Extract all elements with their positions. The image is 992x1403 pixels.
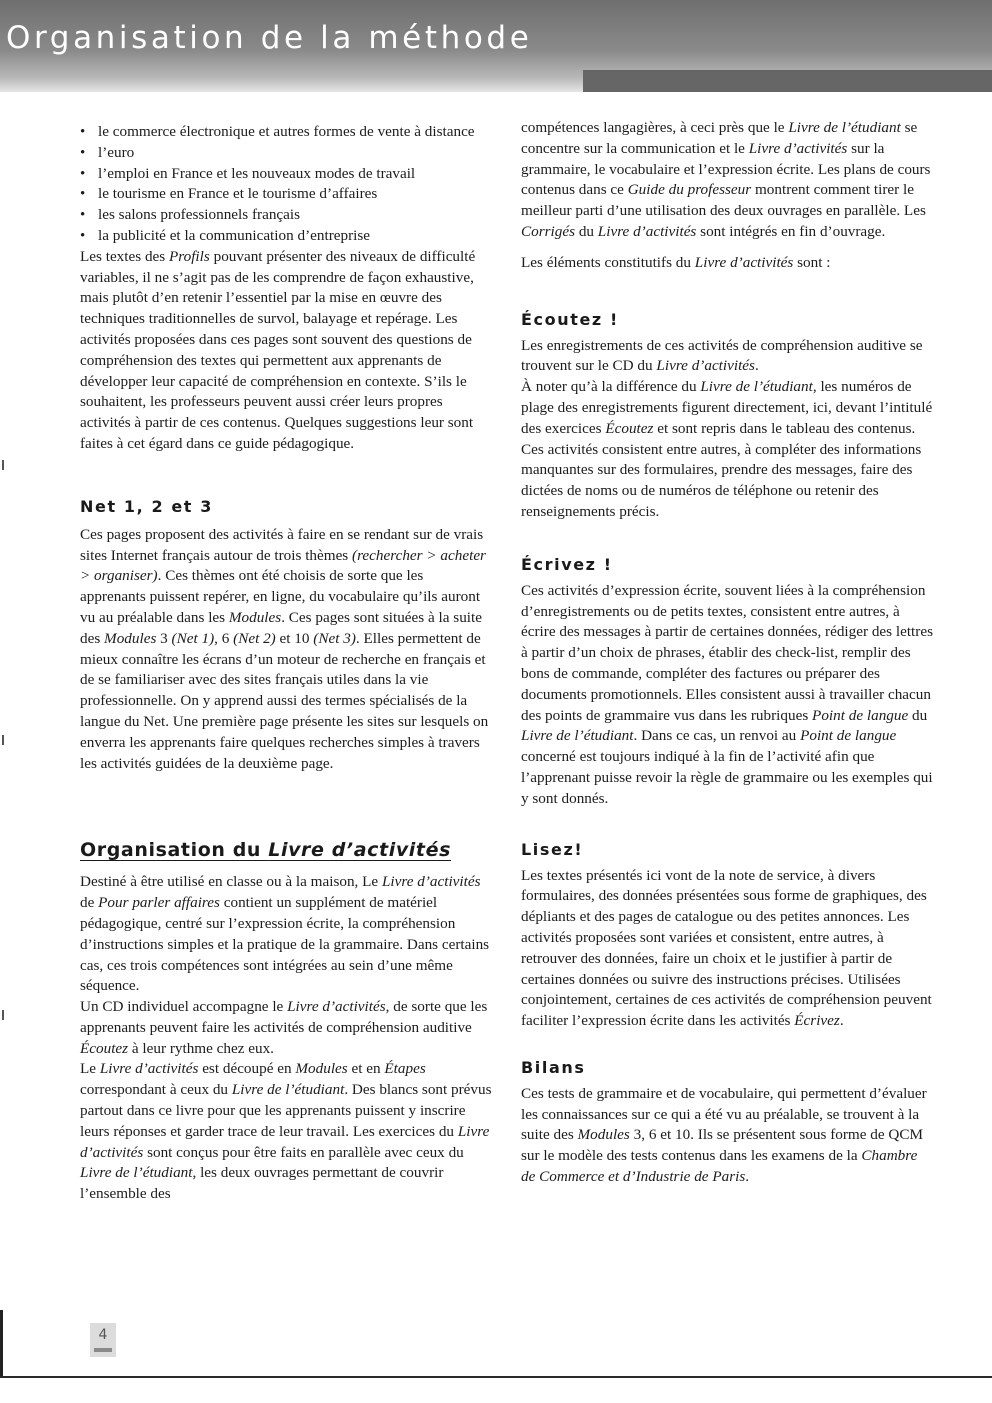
elements-paragraph: Les éléments constitutifs du Livre d’activités sont : xyxy=(521,253,831,271)
organisation-heading: Organisation du Livre d’activités xyxy=(80,839,451,862)
list-item: • le tourisme en France et le tourisme d’affaires xyxy=(80,184,492,205)
topic-list xyxy=(80,122,492,247)
page-number: 4 xyxy=(98,1327,108,1343)
net-heading: Net 1, 2 et 3 xyxy=(80,496,213,516)
lisez-paragraph: Les textes présentés ici vont de la note de service, à divers formulaires, des données présentées sous forme de graphiques, des dépliants et des pages de catalogue ou des petites annonces. Les activités proposées sont variées et consistent, entre autres, à retrouver des données, faire un choix et le justifier à partir de certaines données ou suivre des instructions précises. Utilisées conjointement, certaines de ces activités de compréhension peuvent faciliter l’expression écrite dans les activités Écrivez. xyxy=(521,866,932,1030)
scan-edge xyxy=(0,1310,3,1376)
list-item: • l’euro xyxy=(80,143,492,164)
bilans-paragraph: Ces tests de grammaire et de vocabulaire, qui permettent d’évaluer les connaissances sur ce qui a été vu au préalable, se trouvent à la suite des Modules 3, 6 et 10. Ils se présentent sous forme de QCM sur le modèle des tests contenus dans les examens de la Chambre de Commerce et d’Industrie de Paris. xyxy=(521,1084,927,1186)
intro-paragraph: compétences langagières, à ceci près que le Livre de l’étudiant se concentre sur la communication et le Livre d’activités sur la grammaire, le vocabulaire et l’expression écrite. Les plans de cours contenus dans ce Guide du professeur montrent comment tirer le meilleur parti d’une utilisation des deux ouvrages en parallèle. Les Corrigés du Livre d’activités sont intégrés en fin d’ouvrage. xyxy=(521,119,931,240)
ecoutez-paragraph-2: À noter qu’à la différence du Livre de l’étudiant, les numéros de plage des enregistrements figurent directement, ici, devant l’intitulé des exercices Écoutez et sont repris dans le tableau des contenus. xyxy=(521,378,933,437)
organisation-paragraph-3: Le Livre d’activités est découpé en Modules et en Étapes correspondant à ceux du Livre de l’étudiant. Des blancs sont prévus partout dans ce livre pour que les apprenants puissent y inscrire leurs réponses et garder trace de leur travail. Les exercices du Livre d’activités sont conçus pour être faits en parallèle avec ceux du Livre de l’étudiant, les deux ouvrages permettant de couvrir l’ensemble des xyxy=(80,1060,492,1203)
header-band xyxy=(0,0,992,92)
ecrivez-heading: Écrivez ! xyxy=(521,554,613,574)
ecrivez-paragraph: Ces activités d’expression écrite, souvent liées à la compréhension d’enregistrements ou de petits textes, consistent entre autres, à écrire des messages à partir de certaines données, rédiger des lettres à partir d’un choix de phrases, établir des check-list, remplir des bons de commande, compléter des factures ou préparer des documents promotionnels. Elles consistent aussi à travailler chacun des points de grammaire vus dans les rubriques Point de langue du Livre de l’étudiant. Dans ce cas, un renvoi au Point de langue concerné est toujours indiqué à la fin de l’activité afin que l’apprenant puisse revoir la règle de grammaire ou les exemples qui y sont donnés. xyxy=(521,581,933,807)
list-item: • l’emploi en France et les nouveaux modes de travail xyxy=(80,164,492,185)
header-accent-bar xyxy=(583,70,992,92)
ecoutez-heading: Écoutez ! xyxy=(521,309,619,329)
scan-mark xyxy=(2,460,4,470)
list-item: • les salons professionnels français xyxy=(80,205,492,226)
organisation-paragraph-2: Un CD individuel accompagne le Livre d’activités, de sorte que les apprenants peuvent faire les activités de compréhension auditive Écoutez à leur rythme chez eux. xyxy=(80,998,488,1057)
ecoutez-paragraph-1: Les enregistrements de ces activités de compréhension auditive se trouvent sur le CD du Livre d’activités. xyxy=(521,336,923,375)
scan-mark xyxy=(2,735,4,745)
organisation-paragraph-1: Destiné à être utilisé en classe ou à la maison, Le Livre d’activités de Pour parler affaires contient un supplément de matériel pédagogique, centré sur l’expression écrite, la compréhension d’instructions simples et la pratique de la grammaire. Dans certains cas, ces trois compétences sont intégrées au sein d’une même séquence. xyxy=(80,873,490,995)
list-item: • le commerce électronique et autres formes de vente à distance xyxy=(80,122,492,143)
page-number-bar xyxy=(94,1348,112,1352)
profils-paragraph: Les textes des Profils pouvant présenter des niveaux de difficulté variables, il ne s’agit pas de les comprendre de façon exhaustive, mais plutôt d’en retenir l’essentiel par la mise en œuvre des techniques traditionnelles de survol, balayage et repérage. Les activités proposées dans ces pages sont souvent des questions de compréhension des textes qui permettent aux apprenants de développer leur capacité de compréhension en contexte. S’ils le souhaitent, les professeurs peuvent aussi créer leurs propres activités à partir de ces contenus. Quelques suggestions leur sont faites à cet égard dans ce guide pédagogique. xyxy=(80,247,476,452)
page-number-box xyxy=(90,1323,116,1357)
right-column xyxy=(521,118,935,1188)
net-paragraph: Ces pages proposent des activités à faire en se rendant sur de vrais sites Internet français autour de trois thèmes (rechercher > acheter > organiser). Ces thèmes ont été choisis de sorte que les apprenants puissent repérer, en ligne, du vocabulaire qu’ils auront vu au préalable dans les Modules. Ces pages sont situées à la suite des Modules 3 (Net 1), 6 (Net 2) et 10 (Net 3). Elles permettent de mieux connaître les écrans d’un moteur de recherche en français et de se familiariser avec des sites français utiles dans la vie professionnelle. On y apprend aussi des termes spécialisés de la langue du Net. Une première page présente les sites sur lesquels on enverra les apprenants faire quelques recherches simples à travers les activités guidées de la deuxième page. xyxy=(80,525,489,772)
ecoutez-paragraph-3: Ces activités consistent entre autres, à compléter des informations manquantes sur des formulaires, prendre des messages, faire des dictées de noms ou de numéros de téléphone ou retenir des renseignements précis. xyxy=(521,440,922,520)
bottom-rule xyxy=(0,1376,992,1378)
bilans-heading: Bilans xyxy=(521,1057,586,1077)
lisez-heading: Lisez! xyxy=(521,839,584,859)
left-column xyxy=(80,122,492,1205)
scan-mark xyxy=(2,1010,4,1020)
list-item: • la publicité et la communication d’entreprise xyxy=(80,226,492,247)
page-title: Organisation de la méthode xyxy=(6,20,533,56)
